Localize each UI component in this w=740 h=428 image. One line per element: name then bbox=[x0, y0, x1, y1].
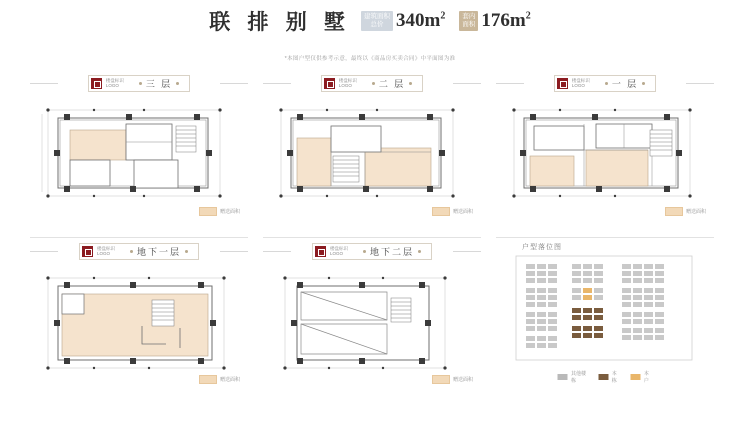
brand-sub-label: 楼盘标识 LOGO bbox=[571, 78, 590, 88]
card-divider bbox=[30, 237, 248, 238]
legend-label: 赠送面积 bbox=[685, 209, 706, 215]
plan-floor-label: 二 层 bbox=[378, 78, 406, 89]
metric-total-area-sup: 2 bbox=[440, 10, 446, 22]
metric-inner-area-unit: m bbox=[509, 10, 526, 31]
metric-inner-area-number: 176 bbox=[481, 10, 510, 31]
metric-inner-area-sup: 2 bbox=[525, 10, 531, 22]
legend-label: 赠送面积 bbox=[219, 209, 240, 215]
plan-card-floor-3 bbox=[30, 72, 248, 232]
legend-floor-3 bbox=[199, 207, 240, 216]
brand-logo-icon bbox=[315, 246, 326, 257]
sitemap-legend-unit bbox=[630, 370, 652, 384]
legend-label-building: 本栋 bbox=[611, 371, 617, 384]
plan-card-header-floor-1 bbox=[496, 72, 714, 94]
brand-logo-icon bbox=[82, 246, 93, 257]
legend-floor-2 bbox=[432, 207, 473, 216]
legend-label-unit: 本户 bbox=[643, 371, 649, 384]
dot-icon bbox=[418, 250, 421, 253]
brand-sub-label: 楼盘标识 LOGO bbox=[338, 78, 357, 88]
floor-plan-drawing-1f bbox=[500, 96, 710, 214]
legend-swatch-icon bbox=[665, 207, 683, 216]
plan-card-header-floor-3 bbox=[30, 72, 248, 94]
sitemap-legend-building bbox=[598, 370, 620, 384]
legend-swatch-icon bbox=[199, 375, 217, 384]
brand-sub-label: 楼盘标识 LOGO bbox=[329, 246, 348, 256]
dot-icon bbox=[409, 82, 412, 85]
plan-floor-label: 地下二层 bbox=[369, 246, 414, 257]
floor-plan-drawing-b1 bbox=[34, 264, 244, 382]
dot-icon bbox=[605, 82, 608, 85]
dot-icon bbox=[642, 82, 645, 85]
brand-logo-icon bbox=[557, 78, 568, 89]
plan-card-basement-2 bbox=[263, 240, 481, 400]
floor-plan-drawing-2f bbox=[267, 96, 477, 214]
plan-card-floor-1 bbox=[496, 72, 714, 232]
plan-card-header-basement-2 bbox=[263, 240, 481, 262]
metric-total-area-number: 340 bbox=[396, 10, 425, 31]
plan-badge-basement-2 bbox=[312, 243, 432, 260]
plan-badge-basement-1 bbox=[79, 243, 199, 260]
page-header bbox=[0, 6, 740, 36]
dot-icon bbox=[176, 82, 179, 85]
legend-label: 赠送面积 bbox=[219, 377, 240, 383]
dot-icon bbox=[363, 250, 366, 253]
plan-card-header-basement-1 bbox=[30, 240, 248, 262]
sitemap-legend-other bbox=[558, 370, 589, 384]
card-divider bbox=[263, 237, 481, 238]
plan-card-header-floor-2 bbox=[263, 72, 481, 94]
legend-swatch-building-icon bbox=[598, 374, 608, 380]
plan-badge-floor-3 bbox=[88, 75, 190, 92]
floor-plan-drawing-b2 bbox=[267, 264, 477, 382]
metric-inner-area-value bbox=[481, 10, 530, 32]
dot-icon bbox=[139, 82, 142, 85]
sitemap-legend bbox=[553, 370, 658, 384]
brand-sub-label: 楼盘标识 LOGO bbox=[96, 246, 115, 256]
plan-badge-floor-1 bbox=[554, 75, 656, 92]
plan-floor-label: 三 层 bbox=[145, 78, 173, 89]
legend-swatch-icon bbox=[432, 207, 450, 216]
page-title: 联 排 别 墅 bbox=[209, 10, 352, 34]
dot-icon bbox=[185, 250, 188, 253]
plan-floor-label: 地下一层 bbox=[136, 246, 181, 257]
brand-sub-label: 楼盘标识 LOGO bbox=[105, 78, 124, 88]
sitemap-title: 户型落位图 bbox=[522, 244, 562, 251]
legend-label: 赠送面积 bbox=[452, 377, 473, 383]
floor-plan-grid bbox=[30, 72, 714, 400]
brand-logo-icon bbox=[91, 78, 102, 89]
metric-total-area-value bbox=[396, 10, 445, 32]
plan-floor-label: 一 层 bbox=[611, 78, 639, 89]
sitemap-card bbox=[496, 240, 714, 400]
legend-basement-1 bbox=[199, 375, 240, 384]
legend-label: 赠送面积 bbox=[452, 209, 473, 215]
legend-swatch-other-icon bbox=[558, 374, 568, 380]
metric-inner-area-tag: 套内 面积 bbox=[459, 11, 478, 31]
plan-card-floor-2 bbox=[263, 72, 481, 232]
legend-basement-2 bbox=[432, 375, 473, 384]
sitemap bbox=[500, 242, 710, 382]
dot-icon bbox=[130, 250, 133, 253]
legend-floor-1 bbox=[665, 207, 706, 216]
floor-plan-drawing-3f bbox=[34, 96, 244, 214]
legend-label-other: 其他楼栋 bbox=[570, 371, 586, 384]
legend-swatch-unit-icon bbox=[630, 374, 640, 380]
legend-swatch-icon bbox=[432, 375, 450, 384]
dot-icon bbox=[372, 82, 375, 85]
metric-total-area-unit: m bbox=[424, 10, 441, 31]
metric-total-area bbox=[361, 10, 445, 32]
metric-total-area-tag: 建筑面积 总价 bbox=[361, 11, 393, 31]
plan-badge-floor-2 bbox=[321, 75, 423, 92]
plan-card-basement-1 bbox=[30, 240, 248, 400]
metric-inner-area bbox=[459, 10, 530, 32]
brand-logo-icon bbox=[324, 78, 335, 89]
legend-swatch-icon bbox=[199, 207, 217, 216]
card-divider bbox=[496, 237, 714, 238]
disclaimer-note: *本图户型仅供参考示意，最终以《商品房买卖合同》中平面图为准 bbox=[284, 56, 456, 62]
